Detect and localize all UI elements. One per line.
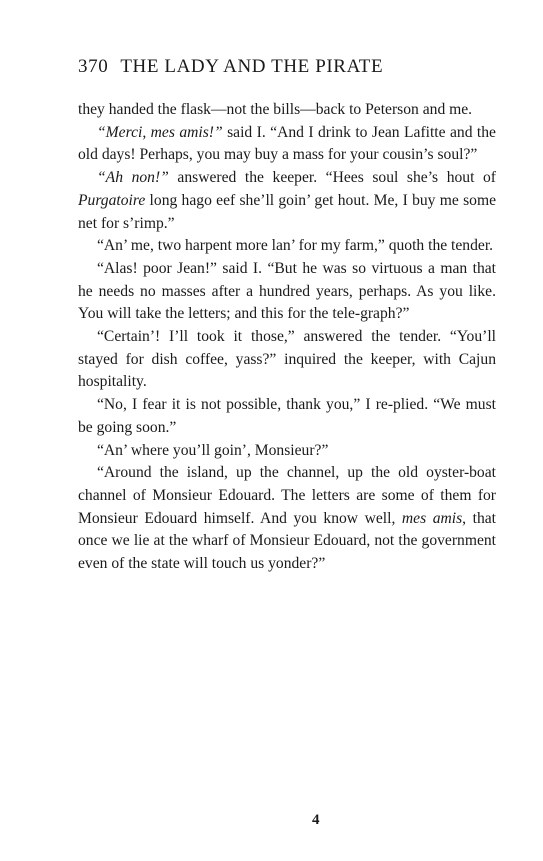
book-page: [78, 56, 496, 576]
italic-text: “Ah non!”: [97, 169, 169, 187]
paragraph: [78, 122, 496, 167]
paragraph: [78, 258, 496, 326]
text-run: , that once we lie at the wharf of Monsieur Edouard, not the government even of the state will touch us yonder?”: [78, 509, 497, 573]
text-run: “Around the island, up the channel, up the old oyster-boat channel of Monsieur Edouard. The letters are some of them for Monsieur Edouard himself. And you know well,: [78, 464, 496, 527]
text-run: “Certain’! I’ll took it those,” answered the tender. “You’ll stayed for dish coffee, yass?” inquired the keeper, with Cajun hospitality.: [78, 328, 496, 391]
text-run: answered the keeper. “Hees soul she’s hout of: [168, 169, 496, 187]
body-text: [78, 99, 496, 576]
text-run: long hago eef she’ll goin’ get hout. Me, I buy me some net for s’rimp.”: [78, 191, 496, 232]
paragraph: [78, 462, 496, 576]
italic-text: mes amis: [401, 509, 463, 527]
italic-text: “Merci, mes amis!”: [97, 123, 223, 141]
text-run: they handed the flask—not the bills—back to Peterson and me.: [78, 101, 473, 118]
text-run: “An’ where you’ll goin’, Monsieur?”: [97, 441, 329, 459]
text-run: “No, I fear it is not possible, thank you,” I re-plied. “We must be going soon.”: [78, 396, 496, 436]
page-number: 370: [78, 56, 109, 77]
paragraph: [78, 394, 496, 439]
page-header: [78, 56, 496, 78]
text-run: “Alas! poor Jean!” said I. “But he was so virtuous a man that he needs no masses after a hundred years, perhaps. As you like. You will take the letters; and this for the tele-graph?”: [78, 259, 496, 323]
italic-text: Purgatoire: [78, 191, 146, 209]
paragraph: [78, 440, 496, 463]
paragraph: [78, 235, 496, 258]
paragraph: [78, 167, 496, 235]
text-run: “An’ me, two harpent more lan’ for my farm,” quoth the tender.: [97, 237, 494, 255]
text-run: said I. “And I drink to Jean Lafitte and the old days! Perhaps, you may buy a mass for your cousin’s soul?”: [78, 123, 496, 164]
paragraph: [78, 99, 496, 122]
footer-signature-mark: 4: [312, 812, 320, 828]
paragraph: [78, 326, 496, 394]
running-head: THE LADY AND THE PIRATE: [120, 56, 384, 77]
